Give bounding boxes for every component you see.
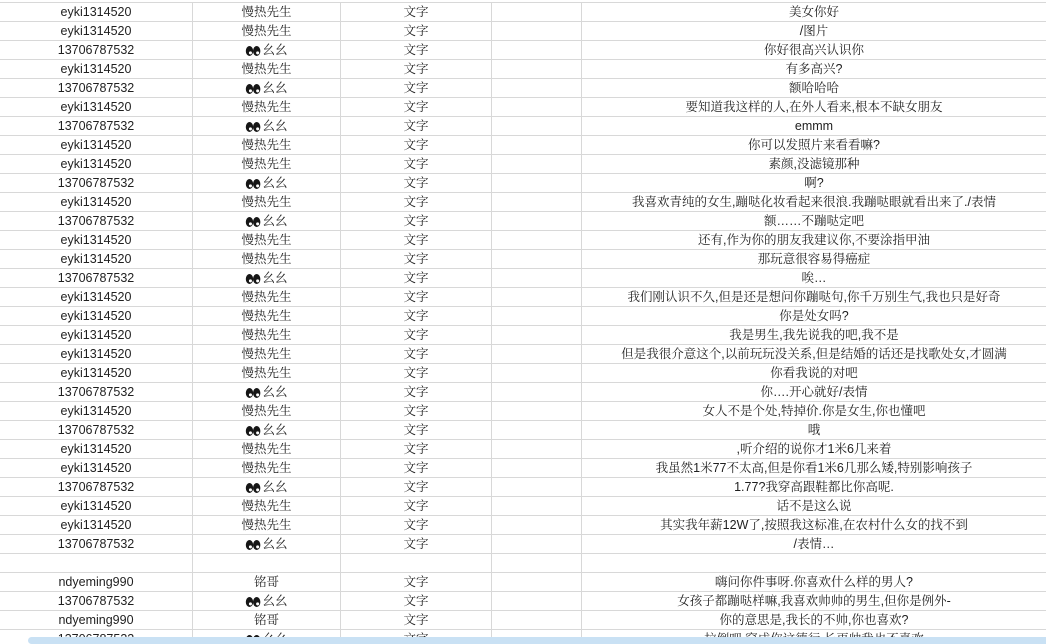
- table-row: [0, 421, 1046, 440]
- cell-message-type[interactable]: 文字: [341, 440, 492, 458]
- eyes-emoji-glyph: [245, 592, 262, 610]
- cell-nickname[interactable]: 慢热先生: [193, 497, 341, 515]
- cell-message[interactable]: 但是我很介意这个,以前玩玩没关系,但是结婚的话还是找歌处女,才圆满: [621, 347, 1007, 361]
- eyes-emoji-glyph: [245, 79, 262, 97]
- eyes-emoji-glyph: [245, 41, 262, 59]
- cell-message[interactable]: [582, 554, 1046, 572]
- cell-empty[interactable]: [492, 326, 582, 344]
- cell-message-type[interactable]: 文字: [341, 60, 492, 78]
- cell-message[interactable]: 你是处女吗?: [779, 309, 849, 323]
- nickname-text: 幺幺: [262, 480, 288, 494]
- table-row: [0, 41, 1046, 60]
- cell-nickname[interactable]: 慢热先生: [193, 60, 341, 78]
- cell-message[interactable]: 我们刚认识不久,但是还是想问你蹦哒句,你千万别生气,我也只是好奇: [627, 290, 1001, 304]
- horizontal-scrollbar[interactable]: [28, 637, 1046, 644]
- cell-empty[interactable]: [492, 459, 582, 477]
- cell-message[interactable]: /表情…: [793, 537, 835, 551]
- table-row: [0, 117, 1046, 136]
- table-row: [0, 611, 1046, 630]
- cell-nickname[interactable]: 铭哥: [193, 573, 341, 591]
- cell-nickname[interactable]: 慢热先生: [193, 440, 341, 458]
- cell-nickname[interactable]: [193, 383, 341, 401]
- cell-message-type[interactable]: 文字: [341, 193, 492, 211]
- table-row: [0, 307, 1046, 326]
- cell-user-id[interactable]: 13706787532: [0, 478, 193, 496]
- table-row: [0, 136, 1046, 155]
- cell-message[interactable]: 有多高兴?: [785, 62, 843, 76]
- cell-empty[interactable]: [492, 155, 582, 173]
- cell-message[interactable]: 我虽然1米77不太高,但是你看1米6几那么矮,特别影响孩子: [655, 461, 973, 475]
- cell-nickname[interactable]: [193, 117, 341, 135]
- nickname-text: 幺幺: [262, 43, 288, 57]
- cell-empty[interactable]: [492, 3, 582, 21]
- cell-user-id[interactable]: eyki1314520: [0, 136, 193, 154]
- cell-empty[interactable]: [492, 269, 582, 287]
- eyes-emoji-glyph: [245, 535, 262, 553]
- cell-user-id[interactable]: 13706787532: [0, 212, 193, 230]
- cell-empty[interactable]: [492, 60, 582, 78]
- cell-message-type[interactable]: 文字: [341, 269, 492, 287]
- cell-empty[interactable]: [492, 250, 582, 268]
- cell-user-id[interactable]: ndyeming990: [0, 611, 193, 629]
- cell-nickname[interactable]: [193, 421, 341, 439]
- cell-user-id[interactable]: 13706787532: [0, 269, 193, 287]
- cell-message-type[interactable]: 文字: [341, 364, 492, 382]
- eyes-emoji-glyph: [245, 269, 262, 287]
- cell-message[interactable]: 话不是这么说: [776, 499, 852, 513]
- eyes-emoji-glyph: [245, 383, 262, 401]
- cell-message[interactable]: 嗨问你件事呀.你喜欢什么样的男人?: [715, 575, 913, 589]
- table-row: [0, 288, 1046, 307]
- cell-empty[interactable]: [492, 535, 582, 553]
- table-row: [0, 497, 1046, 516]
- table-row: [0, 383, 1046, 402]
- cell-message[interactable]: 1.77?我穿高跟鞋都比你高呢.: [734, 480, 894, 494]
- cell-user-id[interactable]: 13706787532: [0, 79, 193, 97]
- cell-nickname[interactable]: 慢热先生: [193, 193, 341, 211]
- cell-message-type[interactable]: 文字: [341, 459, 492, 477]
- cell-nickname[interactable]: [193, 269, 341, 287]
- cell-user-id[interactable]: 13706787532: [0, 592, 193, 610]
- cell-message[interactable]: 你好很高兴认识你: [763, 43, 864, 57]
- eyes-emoji-glyph: [245, 421, 262, 439]
- table-row: [0, 364, 1046, 383]
- table-row: [0, 22, 1046, 41]
- cell-message[interactable]: 额哈哈哈: [788, 81, 839, 95]
- cell-message[interactable]: 其实我年薪12W了,按照我这标准,在农村什么女的找不到: [660, 518, 968, 532]
- cell-nickname[interactable]: 慢热先生: [193, 516, 341, 534]
- cell-message[interactable]: 哦: [807, 423, 821, 437]
- table-row: [0, 440, 1046, 459]
- nickname-text: 幺幺: [262, 385, 288, 399]
- cell-user-id[interactable]: 13706787532: [0, 174, 193, 192]
- cell-message[interactable]: emmm: [794, 119, 834, 133]
- cell-nickname[interactable]: 慢热先生: [193, 98, 341, 116]
- cell-nickname[interactable]: 慢热先生: [193, 250, 341, 268]
- cell-empty[interactable]: [492, 136, 582, 154]
- cell-nickname[interactable]: [193, 41, 341, 59]
- cell-user-id[interactable]: eyki1314520: [0, 459, 193, 477]
- cell-message-type[interactable]: 文字: [341, 402, 492, 420]
- cell-user-id[interactable]: 13706787532: [0, 41, 193, 59]
- cell-empty[interactable]: [492, 573, 582, 591]
- cell-empty[interactable]: [492, 611, 582, 629]
- cell-message-type[interactable]: 文字: [341, 117, 492, 135]
- sheet-body: [0, 3, 1046, 644]
- table-row: [0, 478, 1046, 497]
- cell-nickname[interactable]: [193, 79, 341, 97]
- table-row: [0, 535, 1046, 554]
- cell-message-type[interactable]: 文字: [341, 573, 492, 591]
- cell-message[interactable]: 美女你好: [788, 5, 839, 19]
- nickname-text: 幺幺: [262, 594, 288, 608]
- cell-message[interactable]: ,听介绍的说你才1米6几来着: [736, 442, 892, 456]
- cell-user-id[interactable]: 13706787532: [0, 535, 193, 553]
- cell-nickname[interactable]: 铭哥: [193, 611, 341, 629]
- cell-empty[interactable]: [492, 440, 582, 458]
- cell-empty[interactable]: [492, 516, 582, 534]
- cell-message-type[interactable]: 文字: [341, 41, 492, 59]
- cell-user-id[interactable]: 13706787532: [0, 117, 193, 135]
- cell-message[interactable]: /图片: [799, 24, 829, 38]
- cell-user-id[interactable]: eyki1314520: [0, 402, 193, 420]
- cell-message-type[interactable]: 文字: [341, 79, 492, 97]
- cell-user-id[interactable]: 13706787532: [0, 421, 193, 439]
- cell-user-id[interactable]: eyki1314520: [0, 250, 193, 268]
- cell-nickname[interactable]: [193, 174, 341, 192]
- table-row: [0, 193, 1046, 212]
- table-row: [0, 269, 1046, 288]
- cell-empty[interactable]: [492, 402, 582, 420]
- cell-user-id[interactable]: eyki1314520: [0, 3, 193, 21]
- table-row: [0, 516, 1046, 535]
- table-row: [0, 345, 1046, 364]
- cell-message[interactable]: 那玩意很容易得癌症: [757, 252, 871, 266]
- table-row: [0, 402, 1046, 421]
- cell-empty[interactable]: [492, 174, 582, 192]
- cell-message[interactable]: 还有,作为你的朋友我建议你,不要涂指甲油: [698, 233, 930, 247]
- cell-empty[interactable]: [492, 193, 582, 211]
- cell-message[interactable]: 你看我说的对吧: [770, 366, 858, 380]
- cell-message-type[interactable]: 文字: [341, 497, 492, 515]
- table-row: [0, 60, 1046, 79]
- eyes-emoji-glyph: [245, 174, 262, 192]
- cell-nickname[interactable]: [193, 554, 341, 572]
- cell-empty[interactable]: [492, 421, 582, 439]
- nickname-text: 幺幺: [262, 271, 288, 285]
- cell-message-type[interactable]: 文字: [341, 345, 492, 363]
- cell-nickname[interactable]: 慢热先生: [193, 288, 341, 306]
- cell-message-type[interactable]: 文字: [341, 98, 492, 116]
- cell-message-type[interactable]: 文字: [341, 155, 492, 173]
- cell-empty[interactable]: [492, 364, 582, 382]
- cell-message[interactable]: 你的意思是,我长的不帅,你也喜欢?: [719, 613, 909, 627]
- cell-empty[interactable]: [492, 554, 582, 572]
- cell-user-id[interactable]: eyki1314520: [0, 440, 193, 458]
- cell-message[interactable]: 我是男生,我先说我的吧,我不是: [729, 328, 899, 342]
- nickname-text: 幺幺: [262, 81, 288, 95]
- cell-message[interactable]: 啊?: [804, 176, 824, 190]
- table-row: [0, 326, 1046, 345]
- cell-message[interactable]: 素颜,没滤镜那种: [768, 157, 860, 171]
- cell-user-id[interactable]: eyki1314520: [0, 307, 193, 325]
- cell-message-type[interactable]: 文字: [341, 307, 492, 325]
- cell-message-type[interactable]: 文字: [341, 136, 492, 154]
- cell-message-type[interactable]: 文字: [341, 231, 492, 249]
- cell-nickname[interactable]: 慢热先生: [193, 402, 341, 420]
- cell-nickname[interactable]: 慢热先生: [193, 231, 341, 249]
- table-row: [0, 79, 1046, 98]
- cell-empty[interactable]: [492, 497, 582, 515]
- cell-empty[interactable]: [492, 22, 582, 40]
- cell-nickname[interactable]: [193, 478, 341, 496]
- cell-user-id[interactable]: eyki1314520: [0, 231, 193, 249]
- cell-user-id[interactable]: [0, 554, 193, 572]
- nickname-text: 幺幺: [262, 537, 288, 551]
- eyes-emoji-glyph: [245, 478, 262, 496]
- cell-empty[interactable]: [492, 79, 582, 97]
- cell-user-id[interactable]: eyki1314520: [0, 98, 193, 116]
- cell-user-id[interactable]: ndyeming990: [0, 573, 193, 591]
- cell-user-id[interactable]: eyki1314520: [0, 364, 193, 382]
- cell-user-id[interactable]: eyki1314520: [0, 288, 193, 306]
- cell-nickname[interactable]: 慢热先生: [193, 22, 341, 40]
- cell-user-id[interactable]: eyki1314520: [0, 193, 193, 211]
- cell-message-type[interactable]: [341, 554, 492, 572]
- cell-message[interactable]: 你可以发照片来看看嘛?: [748, 138, 880, 152]
- cell-message[interactable]: 你….开心就好/表情: [760, 385, 868, 399]
- table-row: [0, 554, 1046, 573]
- cell-user-id[interactable]: eyki1314520: [0, 155, 193, 173]
- cell-nickname[interactable]: [193, 592, 341, 610]
- cell-message[interactable]: 唉…: [801, 271, 827, 285]
- cell-message[interactable]: 额……不蹦哒定吧: [763, 214, 864, 228]
- cell-message-type[interactable]: 文字: [341, 516, 492, 534]
- cell-empty[interactable]: [492, 98, 582, 116]
- cell-user-id[interactable]: eyki1314520: [0, 60, 193, 78]
- cell-user-id[interactable]: eyki1314520: [0, 345, 193, 363]
- cell-message[interactable]: 我喜欢青纯的女生,蹦哒化妆看起来很浪.我蹦哒眼就看出来了./表情: [632, 195, 996, 209]
- cell-empty[interactable]: [492, 288, 582, 306]
- cell-empty[interactable]: [492, 212, 582, 230]
- nickname-text: 幺幺: [262, 214, 288, 228]
- table-row: [0, 231, 1046, 250]
- nickname-text: 幺幺: [262, 176, 288, 190]
- cell-message-type[interactable]: 文字: [341, 383, 492, 401]
- cell-user-id[interactable]: eyki1314520: [0, 497, 193, 515]
- nickname-text: 幺幺: [262, 119, 288, 133]
- cell-user-id[interactable]: 13706787532: [0, 383, 193, 401]
- cell-user-id[interactable]: eyki1314520: [0, 22, 193, 40]
- cell-user-id[interactable]: eyki1314520: [0, 516, 193, 534]
- cell-message-type[interactable]: 文字: [341, 478, 492, 496]
- cell-empty[interactable]: [492, 41, 582, 59]
- cell-message[interactable]: 要知道我这样的人,在外人看来,根本不缺女朋友: [685, 100, 943, 114]
- cell-nickname[interactable]: 慢热先生: [193, 155, 341, 173]
- table-row: [0, 155, 1046, 174]
- table-row: [0, 459, 1046, 478]
- cell-message-type[interactable]: 文字: [341, 250, 492, 268]
- cell-nickname[interactable]: 慢热先生: [193, 3, 341, 21]
- cell-empty[interactable]: [492, 383, 582, 401]
- cell-message-type[interactable]: 文字: [341, 3, 492, 21]
- cell-empty[interactable]: [492, 478, 582, 496]
- cell-nickname[interactable]: 慢热先生: [193, 364, 341, 382]
- nickname-text: 幺幺: [262, 423, 288, 437]
- cell-nickname[interactable]: 慢热先生: [193, 345, 341, 363]
- eyes-emoji-glyph: [245, 117, 262, 135]
- cell-message-type[interactable]: 文字: [341, 288, 492, 306]
- cell-empty[interactable]: [492, 345, 582, 363]
- cell-message-type[interactable]: 文字: [341, 326, 492, 344]
- cell-empty[interactable]: [492, 307, 582, 325]
- cell-nickname[interactable]: [193, 535, 341, 553]
- table-row: [0, 3, 1046, 22]
- cell-message[interactable]: 女孩子都蹦哒样嘛,我喜欢帅帅的男生,但你是例外-: [677, 594, 951, 608]
- cell-nickname[interactable]: 慢热先生: [193, 459, 341, 477]
- cell-empty[interactable]: [492, 592, 582, 610]
- cell-message-type[interactable]: 文字: [341, 421, 492, 439]
- cell-nickname[interactable]: 慢热先生: [193, 136, 341, 154]
- cell-user-id[interactable]: eyki1314520: [0, 326, 193, 344]
- cell-message-type[interactable]: 文字: [341, 592, 492, 610]
- cell-message-type[interactable]: 文字: [341, 535, 492, 553]
- cell-message-type[interactable]: 文字: [341, 611, 492, 629]
- cell-nickname[interactable]: 慢热先生: [193, 307, 341, 325]
- table-row: [0, 212, 1046, 231]
- cell-empty[interactable]: [492, 117, 582, 135]
- table-row: [0, 98, 1046, 117]
- eyes-emoji-glyph: [245, 212, 262, 230]
- cell-message-type[interactable]: 文字: [341, 22, 492, 40]
- cell-nickname[interactable]: [193, 212, 341, 230]
- cell-nickname[interactable]: 慢热先生: [193, 326, 341, 344]
- cell-message[interactable]: 女人不是个处,特掉价.你是女生,你也懂吧: [702, 404, 926, 418]
- table-row: [0, 174, 1046, 193]
- table-row: [0, 250, 1046, 269]
- cell-message-type[interactable]: 文字: [341, 174, 492, 192]
- cell-message-type[interactable]: 文字: [341, 212, 492, 230]
- table-row: [0, 573, 1046, 592]
- table-row: [0, 592, 1046, 611]
- cell-empty[interactable]: [492, 231, 582, 249]
